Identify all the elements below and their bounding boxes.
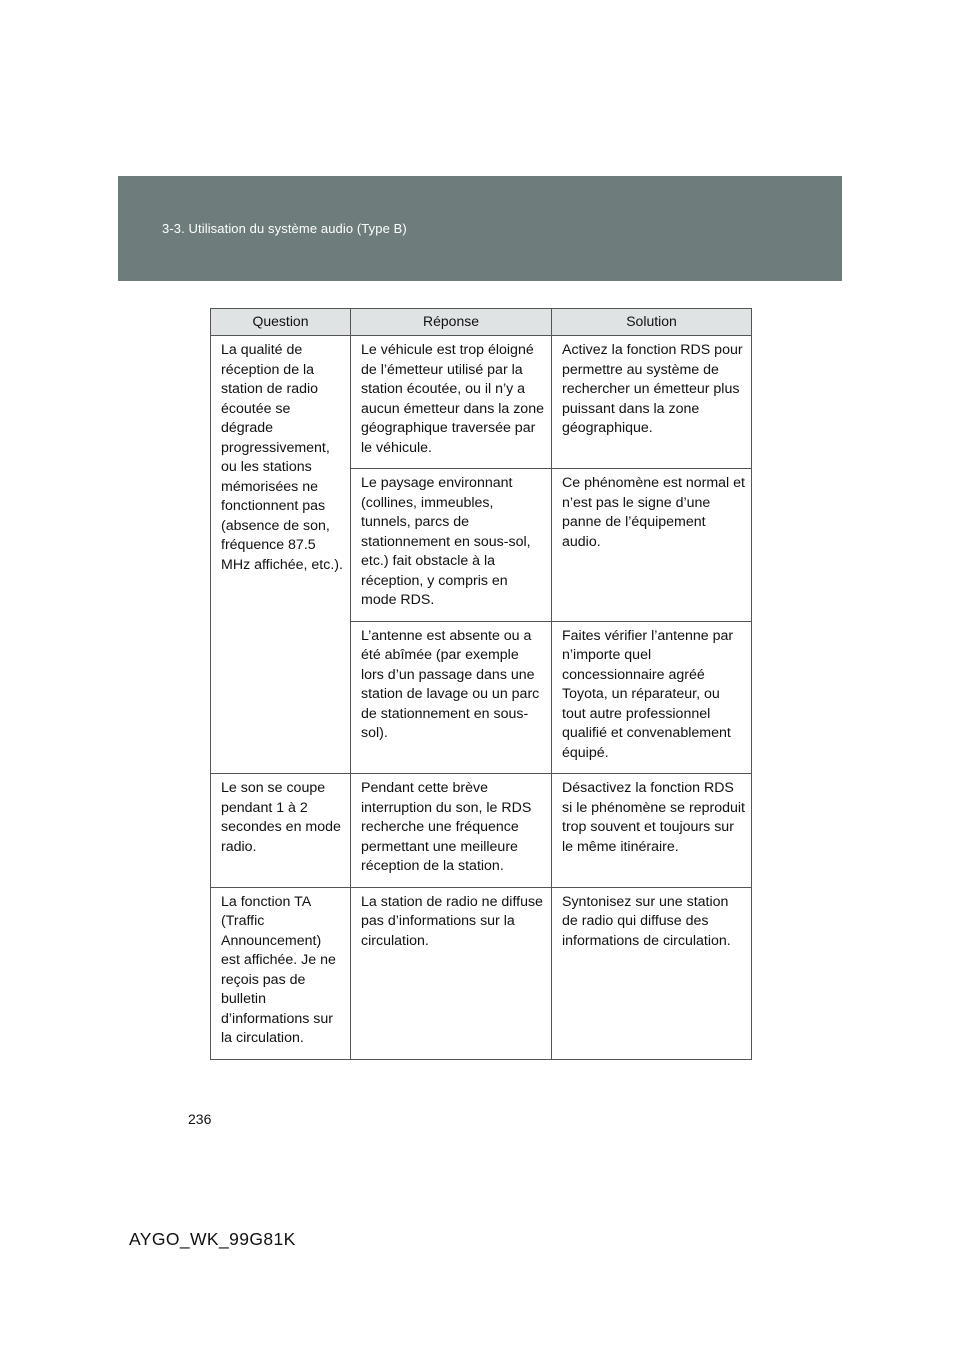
reponse-cell: Le paysage environnant (collines, immeubles, tunnels, parcs de stationnement en sous-sol, etc.) fait obstacle à la réception, y compris en mode RDS. — [351, 469, 552, 622]
table-header-row — [211, 309, 752, 336]
column-header-question: Question — [211, 309, 351, 336]
table-row — [211, 774, 752, 888]
question-cell: Le son se coupe pendant 1 à 2 secondes en mode radio. — [211, 774, 351, 888]
table-row — [211, 887, 752, 1059]
section-title: 3-3. Utilisation du système audio (Type B) — [162, 221, 407, 236]
column-header-reponse: Réponse — [351, 309, 552, 336]
page-number: 236 — [188, 1111, 212, 1127]
reponse-cell: La station de radio ne diffuse pas d’informations sur la circulation. — [351, 887, 552, 1059]
solution-cell: Activez la fonction RDS pour permettre au système de rechercher un émetteur plus puissant dans la zone géographique. — [552, 336, 752, 469]
column-header-solution: Solution — [552, 309, 752, 336]
solution-cell: Désactivez la fonction RDS si le phénomène se reproduit trop souvent et toujours sur le même itinéraire. — [552, 774, 752, 888]
question-cell: La qualité de réception de la station de radio écoutée se dégrade progressivement, ou les stations mémorisées ne fonctionnent pas (absence de son, fréquence 87.5 MHz affichée, etc.). — [211, 336, 351, 774]
reponse-cell: Le véhicule est trop éloigné de l’émetteur utilisé par la station écoutée, ou il n’y a aucun émetteur dans la zone géographique traversée par le véhicule. — [351, 336, 552, 469]
document-code: AYGO_WK_99G81K — [129, 1229, 296, 1249]
troubleshooting-table — [210, 308, 752, 1060]
reponse-cell: Pendant cette brève interruption du son, le RDS recherche une fréquence permettant une meilleure réception de la station. — [351, 774, 552, 888]
solution-cell: Faites vérifier l’antenne par n’importe quel concessionnaire agréé Toyota, un réparateur, ou tout autre professionnel qualifié et convenablement équipé. — [552, 621, 752, 774]
solution-cell: Syntonisez sur une station de radio qui diffuse des informations de circulation. — [552, 887, 752, 1059]
table-row — [211, 336, 752, 469]
section-header-band — [118, 176, 842, 281]
question-cell: La fonction TA (Traffic Announcement) est affichée. Je ne reçois pas de bulletin d’informations sur la circulation. — [211, 887, 351, 1059]
reponse-cell: L’antenne est absente ou a été abîmée (par exemple lors d’un passage dans une station de lavage ou un parc de stationnement en sous-sol). — [351, 621, 552, 774]
solution-cell: Ce phénomène est normal et n’est pas le signe d’une panne de l’équipement audio. — [552, 469, 752, 622]
